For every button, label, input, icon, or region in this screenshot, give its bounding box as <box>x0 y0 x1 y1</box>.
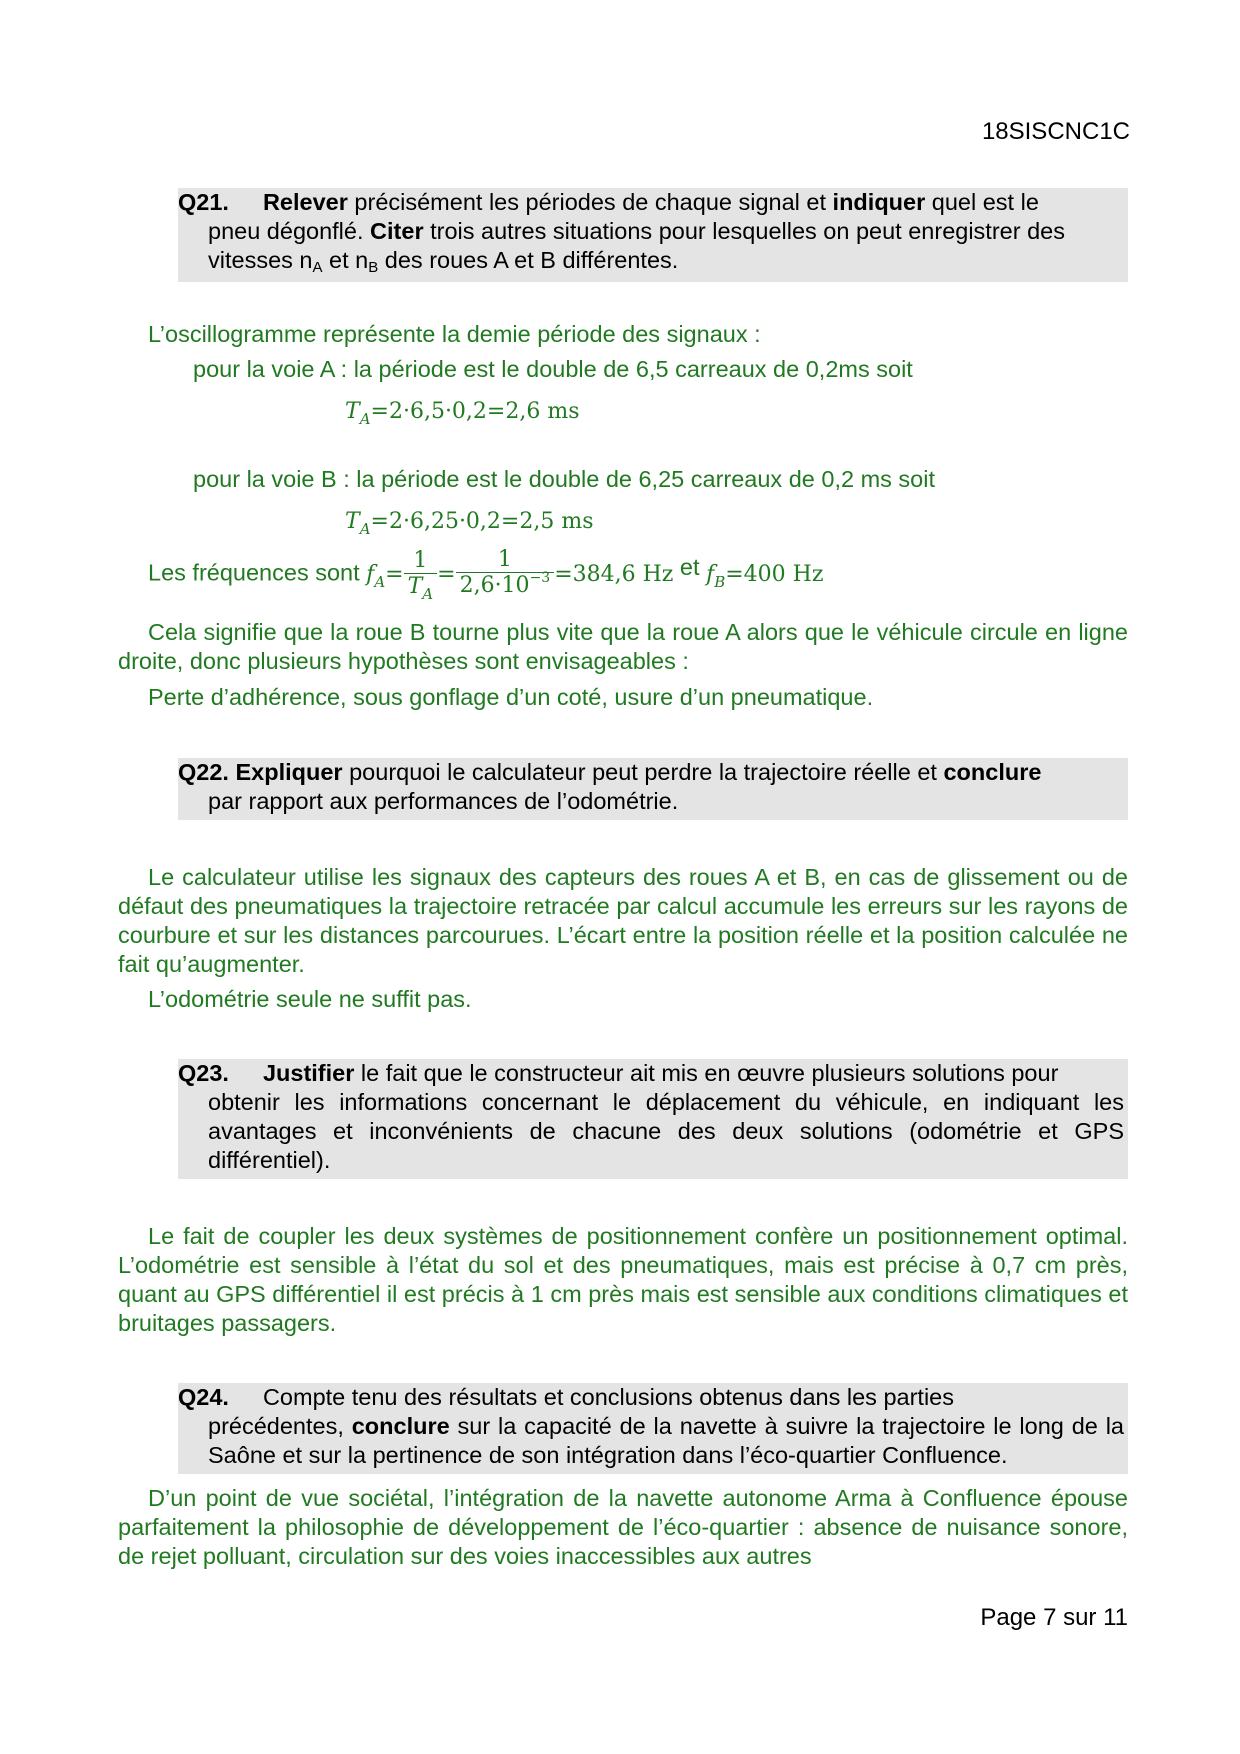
answer-paragraph: Perte d’adhérence, sous gonflage d’un coté, usure d’un pneumatique. <box>148 684 874 710</box>
math-symbol: f <box>366 561 375 587</box>
equation-ta <box>345 397 580 428</box>
subscript: B <box>368 259 379 276</box>
text: obtenir les informations concernant le déplacement du véhicule, en indiquant les avantages et inconvénients de chacune des deux solutions (odométrie et GPS différentiel). <box>208 1089 1124 1173</box>
question-q24 <box>178 1383 1128 1474</box>
math-subscript: A <box>422 584 434 603</box>
question-number: Q23. <box>178 1060 229 1086</box>
keyword: conclure <box>943 759 1042 785</box>
text: le fait que le constructeur ait mis en œuvre plusieurs solutions pour <box>354 1060 1059 1086</box>
text: trois autres situations pour lesquelles on peut enregistrer des <box>423 218 1065 244</box>
text: pourquoi le calculateur peut perdre la trajectoire réelle et <box>342 759 944 785</box>
text: des roues A et B différentes. <box>378 247 679 273</box>
equation-tb <box>345 507 594 538</box>
answer-voie-a: pour la voie A : la période est le double de 6,5 carreaux de 0,2ms soit <box>193 356 913 382</box>
fraction-1-over-value <box>456 548 555 601</box>
text: Compte tenu des résultats et conclusions obtenus dans les parties <box>262 1384 954 1410</box>
question-number: Q21. <box>178 189 229 215</box>
answer-paragraph: D’un point de vue sociétal, l’intégration de la navette autonome Arma à Confluence épouse parfaitement la philosophie de développement de l’éco-quartier : absence de nuisance sonore, de rejet polluant, circulation sur des voies inaccessibles aux autres <box>118 1485 1128 1569</box>
keyword: conclure <box>351 1413 450 1439</box>
math-subscript: A <box>359 410 371 428</box>
question-number: Q24. <box>178 1384 229 1410</box>
subscript: A <box>312 259 323 276</box>
keyword: Justifier <box>262 1060 355 1086</box>
fraction-1-over-ta <box>404 549 438 601</box>
equation-frequencies <box>148 548 823 601</box>
answer-paragraph: Le calculateur utilise les signaux des capteurs des roues A et B, en cas de glissement ou de défaut des pneumatiques la trajectoire retracée par calcul accumule les erreurs sur les rayons de courbure et sur les distances parcourues. L’écart entre la position réelle et la position calculée ne fait qu’augmenter. <box>118 864 1128 977</box>
exponent: −3 <box>529 570 551 586</box>
answer-paragraph: Le fait de coupler les deux systèmes de positionnement confère un positionnement optimal. L’odométrie est sensible à l’état du sol et des pneumatiques, mais est précise à 0,7 cm près, quant au GPS différentiel il est précis à 1 cm près mais est sensible aux conditions climatiques et bruitages passagers. <box>118 1223 1128 1336</box>
math-expression: =400 Hz <box>725 561 824 587</box>
math-symbol: T <box>345 509 360 534</box>
keyword: Expliquer <box>235 759 343 785</box>
text: par rapport aux performances de l’odométrie. <box>208 788 679 814</box>
math-expression: = <box>437 561 456 587</box>
text: précisément les périodes de chaque signal et <box>347 189 833 215</box>
document-code: 18SISCNC1C <box>981 118 1130 145</box>
math-expression: =384,6 Hz <box>554 561 674 587</box>
answer-paragraph: L’odométrie seule ne suffit pas. <box>148 986 472 1012</box>
fraction-denominator: 2,6·10 <box>459 573 530 598</box>
question-q23 <box>178 1059 1128 1179</box>
text: précédentes, <box>208 1413 352 1439</box>
math-subscript: B <box>714 572 726 591</box>
fraction-numerator: 1 <box>456 548 555 573</box>
math-expression: =2·6,25·0,2=2,5 ms <box>370 509 594 534</box>
text: Les fréquences sont <box>148 559 367 586</box>
answer-voie-b: pour la voie B : la période est le double de 6,25 carreaux de 0,2 ms soit <box>193 466 936 492</box>
question-q22 <box>178 758 1128 820</box>
fraction-numerator: 1 <box>404 549 438 574</box>
math-symbol: f <box>706 561 715 587</box>
text: quel est le <box>925 189 1039 215</box>
text: vitesses n <box>208 247 313 273</box>
page-number: Page 7 sur 11 <box>980 1604 1128 1631</box>
keyword: Relever <box>262 189 348 215</box>
math-subscript: A <box>359 520 371 538</box>
math-expression: =2·6,5·0,2=2,6 ms <box>370 399 580 424</box>
keyword: indiquer <box>832 189 926 215</box>
text: sur la capacité de la navette à suivre la trajectoire le long de la Saône et sur la pertinence de son intégration dans l’éco-quartier Confluence. <box>208 1413 1124 1468</box>
question-q21 <box>178 188 1128 282</box>
keyword: Citer <box>370 218 424 244</box>
math-expression: = <box>385 561 404 587</box>
text: et <box>673 553 707 580</box>
math-subscript: A <box>374 572 386 591</box>
answer-intro: L’oscillogramme représente la demie période des signaux : <box>148 321 761 347</box>
text: pneu dégonflé. <box>208 218 371 244</box>
math-symbol: T <box>345 399 360 424</box>
question-number: Q22. <box>178 759 229 785</box>
answer-paragraph: Cela signifie que la roue B tourne plus vite que la roue A alors que le véhicule circule en ligne droite, donc plusieurs hypothèses sont envisageables : <box>118 619 1128 674</box>
math-symbol: T <box>407 573 423 599</box>
text: et n <box>322 247 369 273</box>
